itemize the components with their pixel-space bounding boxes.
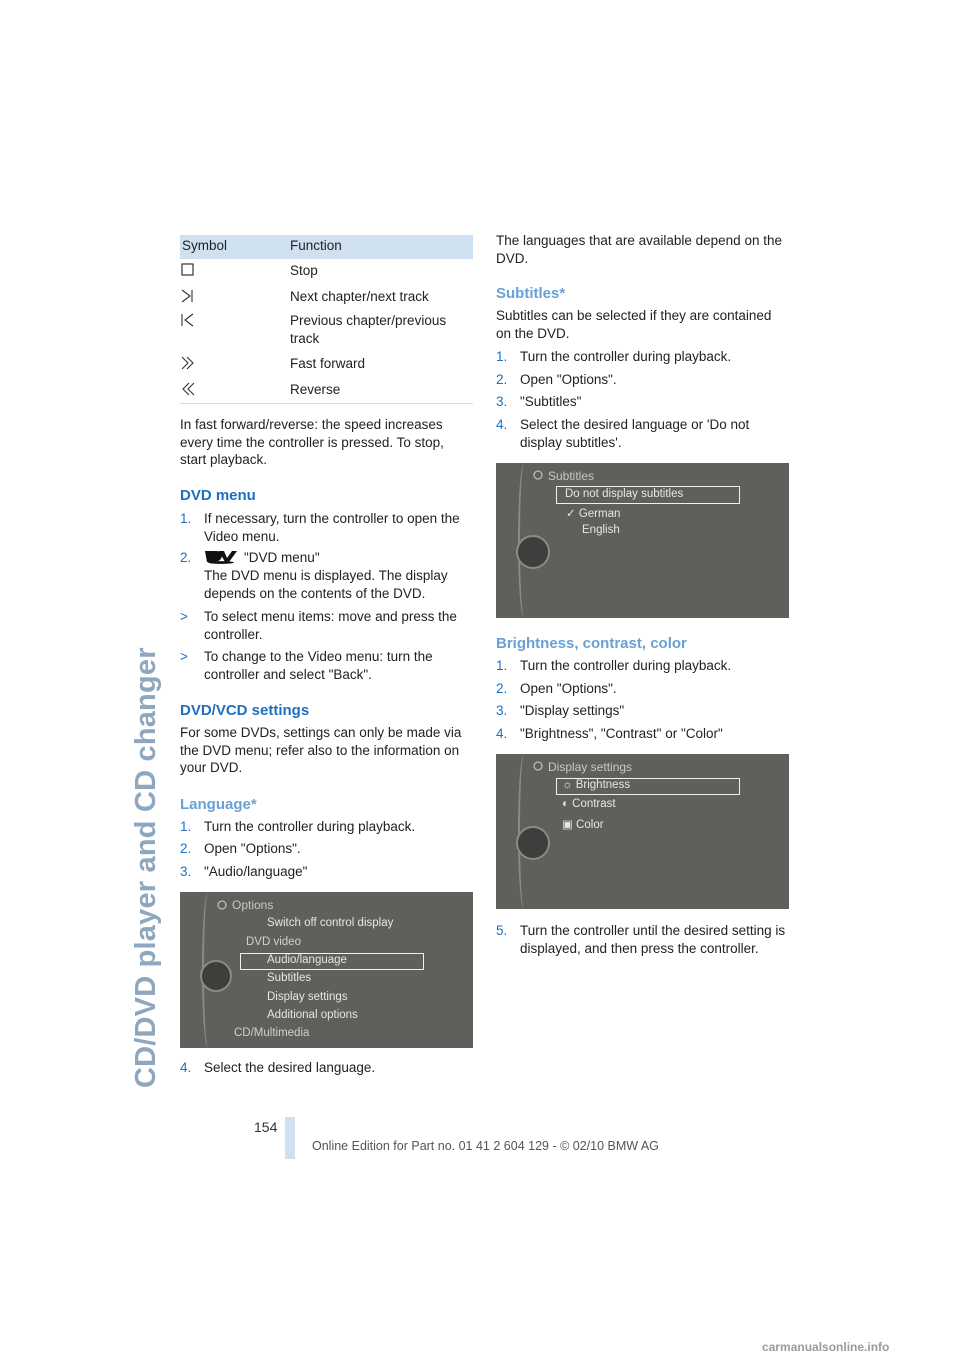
fast-forward-note: In fast forward/reverse: the speed increases every time the controller is pressed. To stop, start playback. bbox=[180, 417, 444, 467]
reverse-icon bbox=[180, 381, 196, 397]
menu-item: ◐ Contrast bbox=[562, 798, 616, 810]
table-header-symbol: Symbol bbox=[182, 238, 228, 253]
menu-item: ✓ German bbox=[566, 508, 621, 520]
list-item: 1. Turn the controller during playback. bbox=[496, 349, 732, 364]
controller-knob-icon bbox=[516, 535, 550, 569]
display-settings-screen: Display settings ☼ Brightness ◐ Contrast ▣ Color bbox=[496, 754, 789, 909]
controller-knob-icon bbox=[200, 960, 232, 992]
side-title bbox=[120, 228, 160, 1128]
list-item: 1. Turn the controller during playback. bbox=[180, 819, 416, 834]
options-icon bbox=[216, 899, 228, 911]
footer-bar bbox=[285, 1117, 295, 1159]
subtitles-screen: Subtitles Do not display subtitles ✓ German English bbox=[496, 463, 789, 618]
chapter-title: CD/DVD player and CD changer bbox=[130, 647, 162, 1088]
list-item: 4. Select the desired language or 'Do not display subtitles'. bbox=[496, 417, 750, 450]
heading-dvd-menu: DVD menu bbox=[180, 487, 256, 504]
fast-forward-icon bbox=[180, 355, 196, 371]
page-number: 154 bbox=[254, 1119, 278, 1135]
list-item: 2. Open "Options". bbox=[496, 372, 617, 387]
watermark: carmanualsonline.info bbox=[762, 1340, 890, 1354]
list-item: 2. Open "Options". bbox=[496, 681, 617, 696]
list-item: 3. "Audio/language" bbox=[180, 864, 308, 879]
list-item: > To select menu items: move and press the controller. bbox=[180, 609, 457, 642]
menu-item-selected: ☼ Brightness bbox=[562, 779, 631, 791]
menu-item: ▣ Color bbox=[562, 819, 604, 831]
table-bottom-divider bbox=[180, 403, 473, 404]
table-cell-function: Previous chapter/previous track bbox=[290, 313, 447, 346]
menu-item-selected: Do not display subtitles bbox=[565, 488, 684, 500]
heading-subtitles: Subtitles* bbox=[496, 285, 566, 302]
table-header bbox=[180, 235, 473, 259]
list-item: 4. "Brightness", "Contrast" or "Color" bbox=[496, 726, 723, 741]
menu-item-selected: Audio/language bbox=[267, 954, 347, 966]
subtitles-text: Subtitles can be selected if they are contained on the DVD. bbox=[496, 308, 772, 341]
controller-knob-icon bbox=[516, 826, 550, 860]
list-item: 3. "Display settings" bbox=[496, 703, 625, 718]
next-track-icon bbox=[180, 288, 196, 304]
table-cell-function: Stop bbox=[290, 263, 318, 278]
heading-brightness: Brightness, contrast, color bbox=[496, 635, 687, 652]
list-item: 2. "DVD menu" The DVD menu is displayed. The display depends on the contents of the DVD. bbox=[180, 550, 448, 601]
settings-icon bbox=[532, 760, 544, 772]
dvd-logo-icon bbox=[204, 550, 238, 564]
stop-icon bbox=[180, 262, 196, 278]
heading-language: Language* bbox=[180, 796, 257, 813]
table-cell-function: Reverse bbox=[290, 382, 341, 397]
settings-icon bbox=[532, 469, 544, 481]
list-item: 1. If necessary, turn the controller to open the Video menu. bbox=[180, 511, 460, 544]
list-item: 1. Turn the controller during playback. bbox=[496, 658, 732, 673]
previous-track-icon bbox=[180, 312, 196, 328]
settings-text: For some DVDs, settings can only be made via the DVD menu; refer also to the information on your DVD. bbox=[180, 725, 462, 775]
menu-item: Switch off control display bbox=[267, 917, 394, 929]
list-item: 4. Select the desired language. bbox=[180, 1060, 376, 1075]
list-item: 3. "Subtitles" bbox=[496, 394, 582, 409]
list-item: > To change to the Video menu: turn the controller and select "Back". bbox=[180, 649, 433, 682]
menu-item: Subtitles bbox=[267, 972, 312, 984]
menu-item: Additional options bbox=[267, 1009, 358, 1021]
heading-dvd-vcd-settings: DVD/VCD settings bbox=[180, 702, 310, 719]
table-header-function: Function bbox=[290, 238, 342, 253]
menu-item: DVD video bbox=[246, 936, 301, 948]
table-cell-function: Next chapter/next track bbox=[290, 289, 429, 304]
footer-text: Online Edition for Part no. 01 41 2 604 129 - © 02/10 BMW AG bbox=[312, 1139, 659, 1153]
menu-item: CD/Multimedia bbox=[234, 1027, 310, 1039]
languages-note: The languages that are available depend on the DVD. bbox=[496, 233, 782, 266]
menu-item: English bbox=[582, 524, 620, 536]
table-cell-function: Fast forward bbox=[290, 356, 366, 371]
menu-item: Display settings bbox=[267, 991, 348, 1003]
list-item: 5. Turn the controller until the desired setting is displayed, and then press the controller. bbox=[496, 923, 786, 956]
list-item: 2. Open "Options". bbox=[180, 841, 301, 856]
options-screen: Options Switch off control display DVD video Audio/language Subtitles Display settings Additional options CD/Multimedia bbox=[180, 892, 473, 1048]
